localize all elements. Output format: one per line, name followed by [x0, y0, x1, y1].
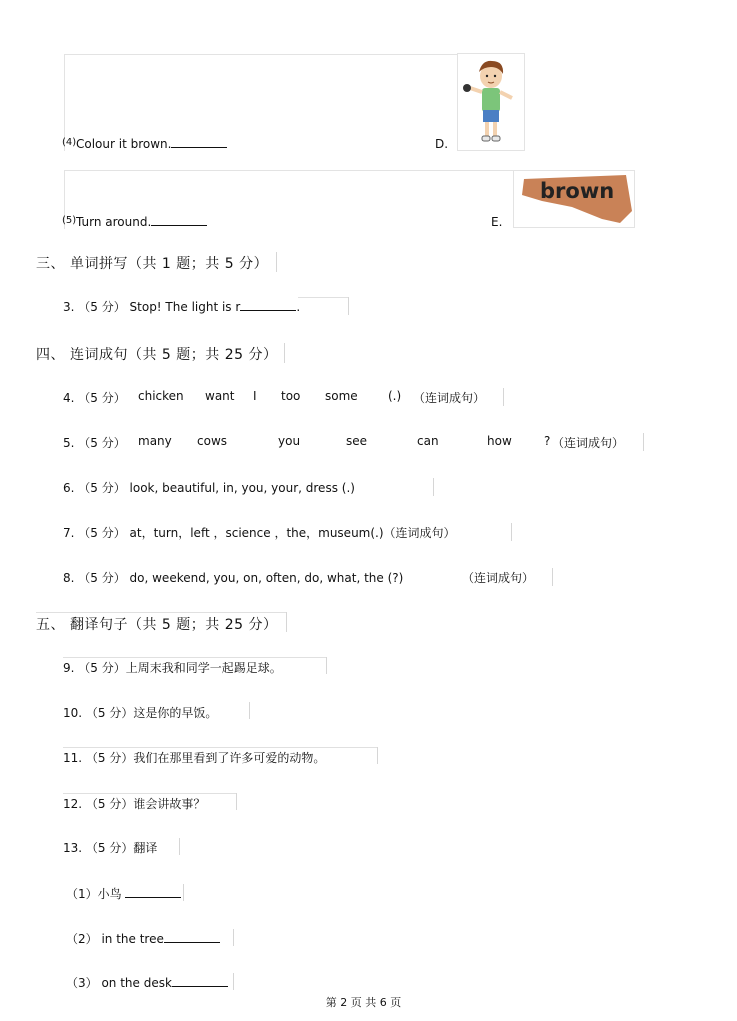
- divider: [276, 252, 277, 272]
- question-7: 7. （5 分） at，turn，left ，science ，the，museum(.)（连词成句）: [63, 526, 456, 540]
- question-3-end: .: [296, 300, 301, 314]
- divider: [236, 793, 237, 810]
- q13-3-blank[interactable]: [172, 976, 228, 987]
- divider: [63, 793, 236, 794]
- divider: [284, 343, 285, 363]
- section4-heading: 四、 连词成句（共 5 题；共 25 分）: [36, 347, 278, 363]
- boy-picture: [458, 54, 524, 150]
- divider: [377, 747, 378, 764]
- q4-word: too: [281, 389, 301, 403]
- q4-word: want: [205, 389, 235, 403]
- q13-1-text: （1）小鸟: [66, 887, 126, 901]
- q13-2-blank[interactable]: [164, 932, 220, 943]
- divider: [552, 568, 553, 586]
- question-13-3: [66, 974, 228, 991]
- divider: [183, 884, 184, 901]
- q5-word: you: [278, 434, 301, 448]
- question-13-2: [66, 930, 220, 947]
- section5-heading: 五、 翻译句子（共 5 题；共 25 分）: [36, 617, 278, 633]
- question-11: 11. （5 分）我们在那里看到了许多可爱的动物。: [63, 751, 326, 765]
- q4-word: I: [253, 389, 257, 403]
- question-13-1: [66, 885, 181, 902]
- q5-word: ?: [544, 434, 551, 448]
- q13-2-text: （2） in the tree: [66, 932, 164, 946]
- question-8-suffix: （连词成句）: [462, 571, 535, 585]
- q5-suffix: （连词成句）: [552, 436, 625, 450]
- divider: [348, 297, 349, 315]
- q5-option-letter: E.: [491, 215, 503, 229]
- question-9: 9. （5 分）上周末我和同学一起踢足球。: [63, 661, 282, 675]
- question-4-prefix: 4. （5 分）: [63, 391, 126, 405]
- q4-answer-blank[interactable]: [171, 137, 227, 148]
- question-6: 6. （5 分） look, beautiful, in, you, your, dress (.): [63, 481, 355, 495]
- divider: [36, 612, 286, 613]
- divider: [326, 657, 327, 674]
- question-12: 12. （5 分）谁会讲故事？: [63, 797, 206, 811]
- q5-word: how: [487, 434, 512, 448]
- divider: [511, 523, 512, 541]
- divider: [233, 929, 234, 946]
- brown-picture-frame: [513, 170, 635, 228]
- q5-instruction: Turn around.: [76, 215, 152, 229]
- question-10: 10. （5 分）这是你的早饭。: [63, 706, 218, 720]
- q5-word: can: [417, 434, 439, 448]
- q5-word: see: [346, 434, 368, 448]
- section3-heading: 三、 单词拼写（共 1 题；共 5 分）: [36, 256, 269, 272]
- q4-word: some: [325, 389, 358, 403]
- divider: [286, 612, 287, 632]
- q5-text: [76, 215, 207, 229]
- q13-1-blank[interactable]: [125, 887, 181, 898]
- question-3-text: 3. （5 分） Stop! The light is r: [63, 300, 241, 314]
- divider: [233, 973, 234, 990]
- q5-answer-blank[interactable]: [151, 215, 207, 226]
- q13-3-text: （3） on the desk: [66, 976, 172, 990]
- brown-word: brown: [540, 179, 615, 203]
- divider: [63, 657, 326, 658]
- q4-option-letter: D.: [435, 137, 449, 151]
- q5-number: (5): [62, 215, 77, 226]
- divider: [298, 297, 348, 298]
- q4-text: [76, 137, 227, 151]
- question-3: [63, 298, 300, 315]
- q4-number: (4): [62, 137, 77, 148]
- question-8: 8. （5 分） do, weekend, you, on, often, do, what, the (?): [63, 571, 404, 585]
- q4-suffix: （连词成句）: [413, 391, 486, 405]
- page-number: 第 2 页 共 6 页: [325, 996, 402, 1009]
- boy-picture-frame: [457, 53, 525, 151]
- divider: [643, 433, 644, 451]
- q5-word: many: [138, 434, 172, 448]
- divider: [63, 747, 377, 748]
- question-5-prefix: 5. （5 分）: [63, 436, 126, 450]
- divider: [179, 838, 180, 855]
- question-3-blank[interactable]: [240, 300, 296, 311]
- divider: [249, 702, 250, 719]
- divider: [433, 478, 434, 496]
- q5-word: cows: [197, 434, 228, 448]
- q4-instruction: Colour it brown.: [76, 137, 172, 151]
- divider: [503, 388, 504, 406]
- q4-word: chicken: [138, 389, 184, 403]
- question-13: 13. （5 分）翻译: [63, 841, 158, 855]
- q4-word: (.): [388, 389, 402, 403]
